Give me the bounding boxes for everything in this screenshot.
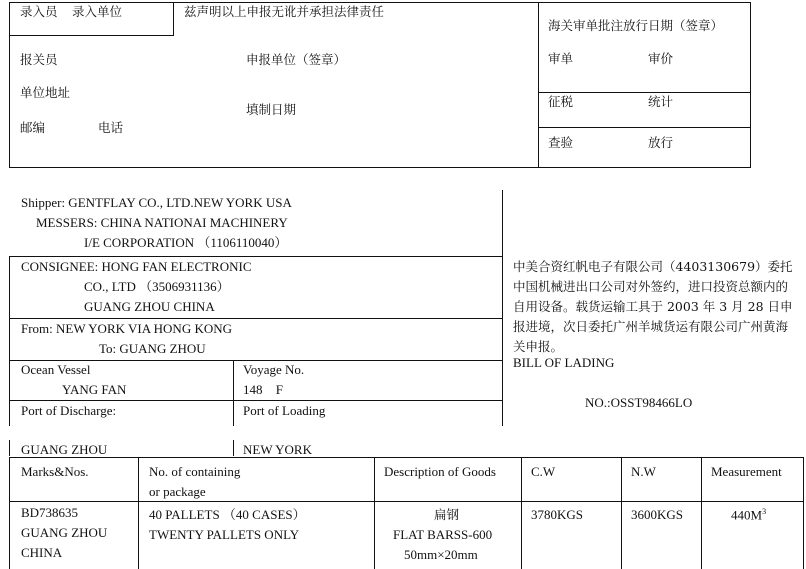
bl-border-left	[9, 256, 10, 426]
form-divider	[538, 2, 539, 168]
loading-value: NEW YORK	[243, 442, 312, 457]
form-divider	[9, 35, 173, 36]
discharge-value: GUANG ZHOU	[21, 442, 108, 457]
to-line: To: GUANG ZHOU	[99, 341, 206, 356]
header-cw: C.W	[531, 464, 556, 479]
bl-divider	[233, 440, 234, 456]
marks-line-3: CHINA	[21, 545, 63, 560]
bill-of-lading-number: NO.:OSST98466LO	[585, 395, 693, 410]
form-border-top	[9, 2, 751, 3]
shipper-line-2: MESSERS: CHINA NATIONAI MACHINERY	[36, 215, 288, 230]
postcode-label: 邮编	[20, 120, 46, 135]
package-line-2: TWENTY PALLETS ONLY	[149, 527, 300, 542]
consignee-line-1: CONSIGNEE: HONG FAN ELECTRONIC	[21, 259, 252, 274]
consignee-line-3: GUANG ZHOU CHINA	[84, 299, 215, 314]
customs-review-header: 海关审单批注放行日期（签章）	[548, 18, 724, 33]
table-col-divider	[374, 457, 375, 569]
form-border-left	[9, 2, 10, 168]
header-marks: Marks&Nos.	[21, 464, 89, 479]
loading-label: Port of Loading	[243, 403, 326, 418]
page-gap	[0, 426, 806, 440]
review-label: 审单	[548, 51, 574, 66]
declarant-label: 报关员	[20, 52, 58, 67]
price-review-label: 审价	[648, 51, 674, 66]
shipper-line-1: Shipper: GENTFLAY CO., LTD.NEW YORK USA	[21, 195, 292, 210]
inspection-label: 查验	[548, 135, 574, 150]
goods-size: 50mm×20mm	[404, 547, 478, 562]
bl-border-left	[9, 440, 10, 456]
measurement-value	[731, 508, 766, 523]
header-package: or package	[149, 484, 206, 499]
header-nw: N.W	[631, 464, 656, 479]
bl-divider	[9, 360, 503, 361]
release-label: 放行	[648, 135, 674, 150]
measurement-unit-power: 3	[762, 507, 767, 516]
measurement-number: 440M	[731, 507, 763, 523]
voyage-value: 148 F	[243, 382, 283, 397]
header-containing: No. of containing	[149, 464, 241, 479]
bl-divider	[502, 190, 503, 426]
declaration-text: 兹声明以上申报无讹并承担法律责任	[184, 4, 385, 19]
shipper-line-3: I/E CORPORATION （1106110040）	[84, 235, 288, 250]
table-border-right	[803, 457, 804, 569]
table-col-divider	[701, 457, 702, 569]
form-divider	[538, 127, 750, 128]
table-col-divider	[138, 457, 139, 569]
table-col-divider	[521, 457, 522, 569]
table-header-divider	[9, 501, 804, 502]
header-description: Description of Goods	[384, 464, 496, 479]
goods-name-en: FLAT BARSS-600	[393, 527, 493, 542]
nw-value: 3600KGS	[631, 507, 684, 522]
table-border-left	[9, 457, 10, 569]
cw-value: 3780KGS	[531, 507, 584, 522]
entry-clerk-label: 录入员	[20, 4, 58, 19]
goods-name-cn: 扁钢	[434, 507, 460, 522]
consignee-line-2: CO., LTD （3506931136）	[84, 279, 230, 294]
bl-divider	[233, 360, 234, 426]
from-line: From: NEW YORK VIA HONG KONG	[21, 321, 233, 336]
table-border-top	[9, 457, 804, 458]
form-divider	[173, 2, 174, 36]
marks-line-2: GUANG ZHOU	[21, 525, 108, 540]
tax-label: 征税	[548, 94, 574, 109]
package-line-1: 40 PALLETS （40 CASES）	[149, 507, 306, 522]
goods-description-paragraph: 中美合资红帆电子有限公司（4403130679）委托中国机械进出口公司对外签约，进口投资总额内的自用设备。载货运输工具于 2003 年 3 月 28 日申报进境，次日委托广州羊城货运有限公司广州黄海关申报。	[513, 259, 793, 354]
phone-label: 电话	[98, 120, 124, 135]
entry-unit-label: 录入单位	[72, 4, 123, 19]
bl-divider	[9, 318, 503, 319]
bl-divider	[9, 400, 503, 401]
table-col-divider	[621, 457, 622, 569]
form-border-right	[750, 2, 751, 168]
header-measurement: Measurement	[711, 464, 782, 479]
bl-divider	[9, 256, 503, 257]
bill-of-lading-title: BILL OF LADING	[513, 355, 615, 370]
fill-date-label: 填制日期	[246, 102, 297, 117]
unit-address-label: 单位地址	[20, 85, 71, 100]
form-divider	[538, 92, 750, 93]
form-border-bottom	[9, 167, 751, 168]
ocean-vessel-label: Ocean Vessel	[21, 362, 91, 377]
marks-line-1: BD738635	[21, 505, 79, 520]
discharge-label: Port of Discharge:	[21, 403, 117, 418]
declaring-unit-label: 申报单位（签章）	[246, 52, 347, 67]
ocean-vessel-value: YANG FAN	[62, 382, 127, 397]
voyage-label: Voyage No.	[243, 362, 305, 377]
statistics-label: 统计	[648, 94, 674, 109]
